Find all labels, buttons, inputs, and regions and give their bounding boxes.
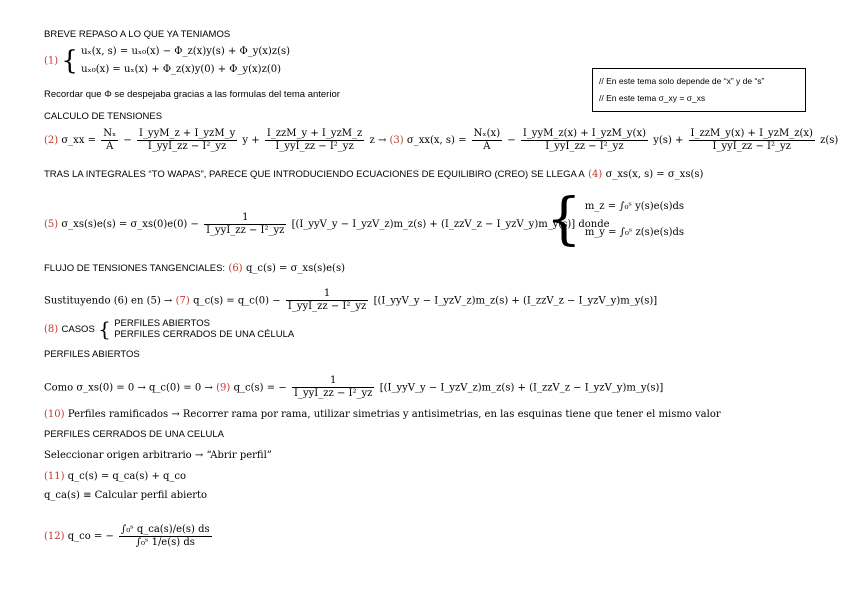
fraction: $\frac{\text{I\_zzM\_y + I\_yzM\_z}}{\text{I\_yyI\_zz − I²\_yz}}$ xyxy=(266,128,363,152)
sustituyendo-line: Sustituyendo (6) en (5) → (7) q_c(s) = q_c(0) − $\frac{1}{\text{I\_yyI\_zz − I²\_yz}}$ [(I_yyV_y − I_yzV_z)m_z(s) + (I_zzV_z − I_yzV_y)m_y(s)] xyxy=(44,288,658,312)
equation-number: (1) xyxy=(44,55,59,67)
fraction: $\frac{1}{\text{I\_yyI\_zz − I²\_yz}}$ xyxy=(294,375,373,399)
equation-number: (6) xyxy=(228,263,243,274)
note-line-2: // En este tema σ_xy = σ_xs xyxy=(599,93,706,103)
flujo-line: FLUJO DE TENSIONES TANGENCIALES: (6) q_c(s) = σ_xs(s)e(s) xyxy=(44,263,345,274)
section-title-calculo: CALCULO DE TENSIONES xyxy=(44,111,163,122)
como-line: Como σ_xs(0) = 0 → q_c(0) = 0 → (9) q_c(s) = − $\frac{1}{\text{I\_yyI\_zz − I²\_yz}}$ [(I_yyV_y − I_yzV_z)m_z(s) + (I_zzV_z − I_yzV_y)m_y(s)] xyxy=(44,375,664,399)
seleccionar-line: Seleccionar origen arbitrario → “Abrir perfil” xyxy=(44,450,272,461)
casos-line: (8) CASOS { PERFILES ABIERTOS PERFILES CERRADOS DE UNA CÉLULA xyxy=(44,317,295,341)
fraction: $\frac{\text{Nₓ(x)}}{A}$ xyxy=(473,128,501,152)
qca-line: q_ca(s) ≡ Calcular perfil abierto xyxy=(44,490,208,501)
equation-1 xyxy=(44,43,290,79)
section-title-cerrados: PERFILES CERRADOS DE UNA CELULA xyxy=(44,429,225,440)
fraction: $\frac{\text{Nₓ}}{A}$ xyxy=(103,128,117,152)
equation-2-3: (2) σ_xx = $\frac{\text{Nₓ}}{A}$ − $\frac{\text{I\_yyM\_z + I\_yzM\_y}}{\text{I\_yyI\_zz − I²\_yz}}$ y + $\frac{\text{I\_zzM\_y + I\_yzM\_z}}{\text{I\_yyI\_zz − I²\_yz}}$ z → (3) σ_xx(x, s) = $\frac{\text{Nₓ(x)}}{A}$ − $\frac{\text{I\_yyM\_z(x) + I\_yzM\_y(x)}}{\text{I\_yyI\_zz − I²\_yz}}$ y(s) + $\frac{\text{I\_zzM\_y(x) + I\_yzM\_z(x)}}{\text{I\_yyI\_zz − I²\_yz}}$ z(s) xyxy=(44,128,839,152)
equation-1-line-2: uₓ₀(x) = uₓ(x) + Φ_z(x)y(0) + Φ_y(x)z(0) xyxy=(81,64,282,75)
fraction: $\frac{\text{I\_yyM\_z + I\_yzM\_y}}{\text{I\_yyI\_zz − I²\_yz}}$ xyxy=(138,128,236,152)
mz-definition: m_z = ∫₀ˢ y(s)e(s)ds xyxy=(584,201,685,212)
equation-number: (9) xyxy=(216,382,231,394)
equation-number: (4) xyxy=(588,169,603,180)
equation-1-line-1: uₓ(x, s) = uₓ₀(x) − Φ_z(x)y(s) + Φ_y(x)z(s) xyxy=(81,46,291,57)
equation-number: (2) xyxy=(44,135,59,146)
note-line-1: // En este tema solo depende de “x” y de “s” xyxy=(599,76,765,86)
equation-number: (11) xyxy=(44,471,65,482)
caso-abiertos: PERFILES ABIERTOS xyxy=(114,318,210,329)
equation-11-line: (11) q_c(s) = q_ca(s) + q_co xyxy=(44,471,187,482)
left-brace: { xyxy=(61,46,78,76)
equation-5-defs xyxy=(546,187,685,252)
my-definition: m_y = ∫₀ˢ z(s)e(s)ds xyxy=(584,227,685,238)
fraction: $\frac{1}{\text{I\_yyI\_zz − I²\_yz}}$ xyxy=(206,212,285,236)
equation-number: (7) xyxy=(175,295,190,307)
fraction: $\frac{\text{I\_yyM\_z(x) + I\_yzM\_y(x)}}{\text{I\_yyI\_zz − I²\_yz}}$ xyxy=(522,128,646,152)
equation-number: (12) xyxy=(44,531,65,542)
equation-number: (3) xyxy=(389,135,404,146)
recordar-text: Recordar que Φ se despejaba gracias a las formulas del tema anterior xyxy=(44,89,340,100)
equation-2-lhs: σ_xx = xyxy=(61,135,97,146)
section-title-abiertos: PERFILES ABIERTOS xyxy=(44,349,140,360)
left-brace: { xyxy=(546,187,582,252)
equation-12-line: (12) q_co = − $\frac{\text{∫₀ˢ q\_ca(s)/e(s) ds}}{\text{∫₀ˢ 1/e(s) ds}}$ xyxy=(44,524,210,548)
left-brace: { xyxy=(98,317,111,341)
equation-number: (10) xyxy=(44,409,65,420)
fraction: $\frac{\text{I\_zzM\_y(x) + I\_yzM\_z(x)}}{\text{I\_yyI\_zz − I²\_yz}}$ xyxy=(690,128,813,152)
equation-number: (5) xyxy=(44,219,59,230)
equation-3-lhs: σ_xx(x, s) = xyxy=(406,135,467,146)
equation-5: (5) σ_xs(s)e(s) = σ_xs(0)e(0) − $\frac{1}{\text{I\_yyI\_zz − I²\_yz}}$ [(I_yyV_y − I_yzV_z)m_z(s) + (I_zzV_z − I_yzV_y)m_y(s)] donde xyxy=(44,212,610,236)
equation-10-line: (10) Perfiles ramificados → Recorrer rama por rama, utilizar simetrias y antisimetrias, en las esquinas tiene que tener el mismo valor xyxy=(44,409,721,420)
tras-line: TRAS LA INTEGRALES “TO WAPAS”, PARECE QUE INTRODUCIENDO ECUACIONES DE EQUILIBIRO (CREO) SE LLEGA A (4) σ_xs(x, s) = σ_xs(s) xyxy=(44,169,704,180)
fraction: $\frac{\text{∫₀ˢ q\_ca(s)/e(s) ds}}{\text{∫₀ˢ 1/e(s) ds}}$ xyxy=(121,524,210,548)
section-title-repaso: BREVE REPASO A LO QUE YA TENIAMOS xyxy=(44,29,231,40)
equation-number: (8) xyxy=(44,324,59,335)
fraction: $\frac{1}{\text{I\_yyI\_zz − I²\_yz}}$ xyxy=(287,288,367,312)
equation-1-system xyxy=(81,43,290,79)
note-box xyxy=(592,68,806,112)
caso-cerrados: PERFILES CERRADOS DE UNA CÉLULA xyxy=(114,329,295,340)
